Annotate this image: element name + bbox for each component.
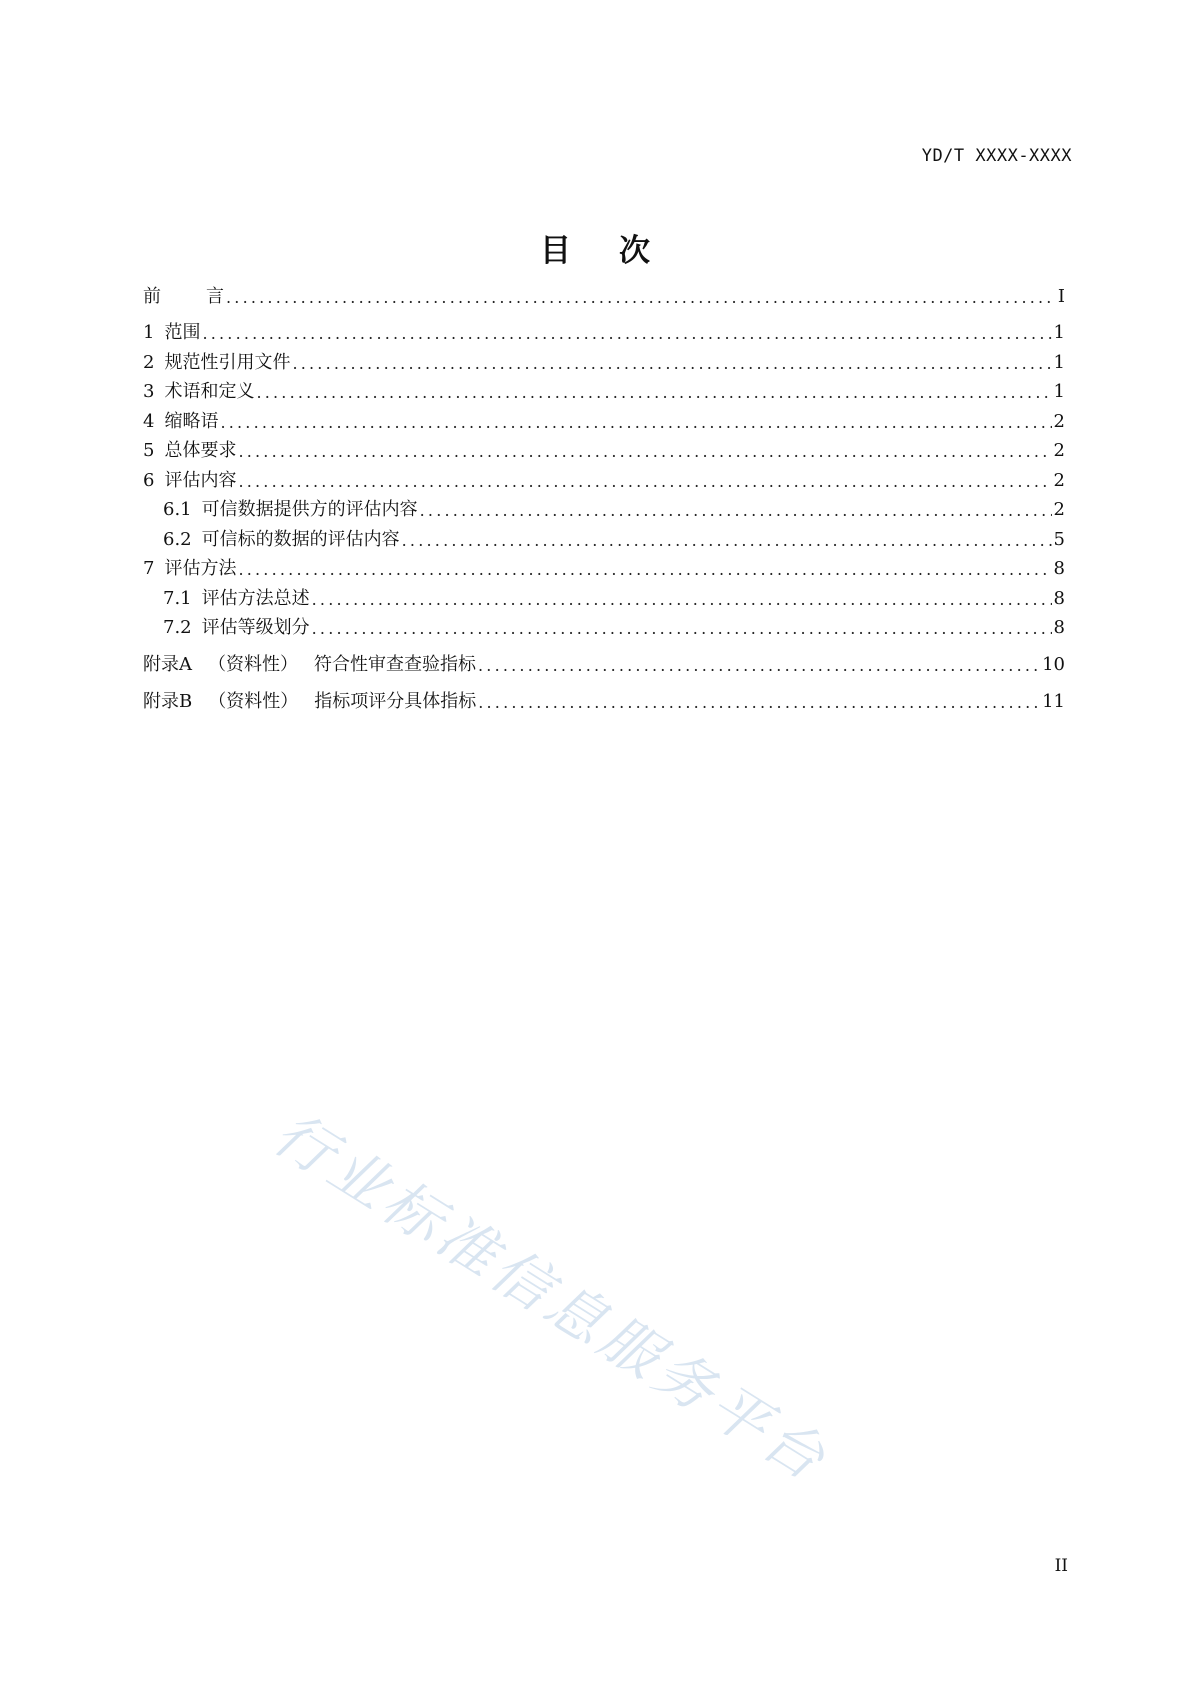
toc-entry-section-7-1[interactable]: [163, 587, 1065, 611]
toc-page-number: 2: [1053, 499, 1065, 520]
toc-page-number: 8: [1053, 617, 1065, 638]
toc-entry-ch7[interactable]: [143, 557, 1065, 581]
toc-entry-label: 4 缩略语: [143, 411, 219, 432]
toc-heading: 目次: [540, 233, 698, 269]
toc-page-number: I: [1057, 286, 1065, 307]
toc-entry-ch1[interactable]: [143, 321, 1065, 345]
dot-leader: [202, 323, 1051, 345]
toc-page-number: 2: [1053, 411, 1065, 432]
page-number: II: [1054, 1556, 1068, 1576]
dot-leader: [220, 412, 1051, 434]
dot-leader: [238, 559, 1051, 581]
toc-entry-appendix-b[interactable]: [143, 690, 1065, 714]
toc-entry-label: 6 评估内容: [143, 470, 237, 491]
toc-entry-foreword[interactable]: [143, 285, 1065, 309]
toc-page-number: 5: [1053, 529, 1065, 550]
toc-page-number: 1: [1053, 352, 1065, 373]
toc-entry-label: 5 总体要求: [143, 440, 237, 461]
toc-entry-label: 7.1 评估方法总述: [163, 588, 310, 609]
toc-entry-ch4[interactable]: [143, 410, 1065, 434]
dot-leader: [420, 500, 1052, 522]
toc-entry-section-6-1[interactable]: [163, 498, 1065, 522]
toc-entry-section-7-2[interactable]: [163, 616, 1065, 640]
toc-entry-label: 前 言: [143, 286, 224, 307]
dot-leader: [256, 382, 1051, 404]
toc-entry-label: 7 评估方法: [143, 558, 237, 579]
dot-leader: [478, 655, 1040, 677]
toc-entry-label: 7.2 评估等级划分: [163, 617, 310, 638]
document-code: YD/T XXXX-XXXX: [921, 146, 1072, 166]
toc-page-number: 1: [1053, 322, 1065, 343]
toc-entry-ch6[interactable]: [143, 469, 1065, 493]
toc-entry-label: 3 术语和定义: [143, 381, 255, 402]
watermark: 行业标准信息服务平台: [262, 1099, 841, 1496]
dot-leader: [312, 618, 1052, 640]
toc-entry-ch5[interactable]: [143, 439, 1065, 463]
toc-page-number: 10: [1042, 654, 1065, 675]
dot-leader: [292, 353, 1051, 375]
dot-leader: [312, 589, 1052, 611]
toc-entry-label: 附录B （资料性） 指标项评分具体指标: [143, 691, 477, 712]
toc-page-number: 11: [1042, 691, 1065, 712]
toc-entry-label: 1 范围: [143, 322, 201, 343]
dot-leader: [402, 530, 1052, 552]
toc-entry-label: 2 规范性引用文件: [143, 352, 291, 373]
toc-entry-label: 6.2 可信标的数据的评估内容: [163, 529, 400, 550]
toc-page-number: 8: [1053, 558, 1065, 579]
toc-page-number: 2: [1053, 470, 1065, 491]
toc-entry-label: 附录A （资料性） 符合性审查查验指标: [143, 654, 476, 675]
toc-page-number: 8: [1053, 588, 1065, 609]
dot-leader: [226, 287, 1056, 309]
toc-entry-ch2[interactable]: [143, 351, 1065, 375]
toc-page-number: 2: [1053, 440, 1065, 461]
toc-entry-label: 6.1 可信数据提供方的评估内容: [163, 499, 418, 520]
toc-entry-ch3[interactable]: [143, 380, 1065, 404]
toc-entry-appendix-a[interactable]: [143, 653, 1065, 677]
dot-leader: [478, 692, 1040, 714]
toc-page-number: 1: [1053, 381, 1065, 402]
dot-leader: [238, 471, 1051, 493]
toc-entry-section-6-2[interactable]: [163, 528, 1065, 552]
dot-leader: [238, 441, 1051, 463]
